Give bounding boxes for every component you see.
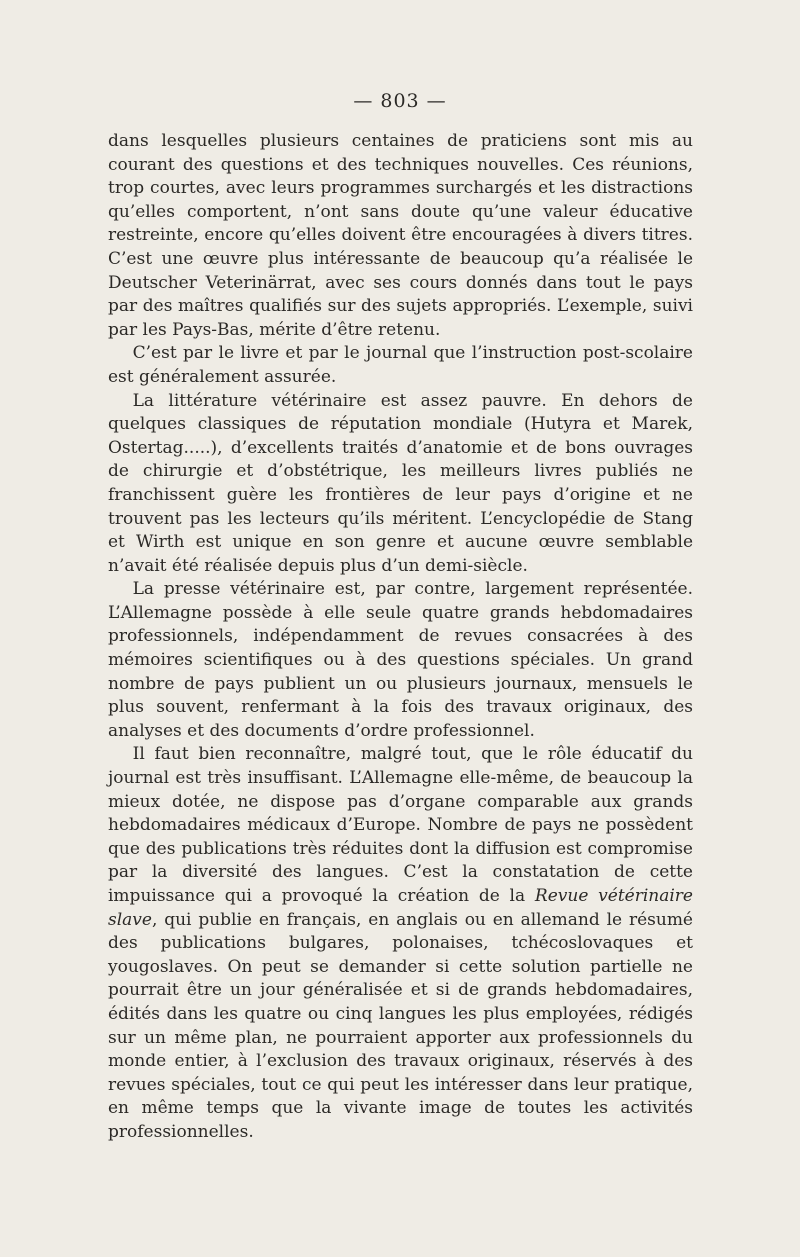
journal-title: Revue vétérinaire slave [108,886,693,930]
body-text [108,130,693,1145]
page-number: — 803 — [353,90,447,112]
paragraph-5-part-2: , qui publie en français, en anglais ou en allemand le résumé des publications bulgares, polonaises, tchécoslovaques et yougoslaves. On peut se demander si cette solution partielle ne pourrait être un jour généralisée et si de grands hebdomadaires, édités dans les quatre ou cinq langues les plus employées, rédigés sur un même plan, ne pourraient apporter aux professionnels du monde entier, à l’exclusion des travaux originaux, réservés à des revues spéciales, tout ce qui peut les intéresser dans leur pratique, en même temps que la vivante image de toutes les activités professionnelles. [108,909,693,1142]
paragraph-5 [108,743,693,1144]
paragraph-3: La littérature vétérinaire est assez pauvre. En dehors de quelques classiques de réputation mondiale (Hutyra et Marek, Ostertag.....), d’excellents traités d’anatomie et de bons ouvrages de chirurgie et d’obstétrique, les meilleurs livres publiés ne franchissent guère les frontières de leur pays d’origine et ne trouvent pas les lecteurs qu’ils méritent. L’encyclopédie de Stang et Wirth est unique en son genre et aucune œuvre semblable n’avait été réalisée depuis plus d’un demi-siècle. [108,390,693,576]
paragraph-5-part-1: Il faut bien reconnaître, malgré tout, que le rôle éducatif du journal est très insuffisant. L’Allemagne elle-même, de beaucoup la mieux dotée, ne dispose pas d’organe comparable aux grands hebdomadaires médicaux d’Europe. Nombre de pays ne possèdent que des publications très réduites dont la diffusion est compromise par la diversité des langues. C’est la constatation de cette impuissance qui a provoqué la création de la [108,744,693,906]
paragraph-2: C’est par le livre et par le journal que l’instruction post-scolaire est généralement assurée. [108,343,693,387]
paragraph-1: dans lesquelles plusieurs centaines de praticiens sont mis au courant des questions et des techniques nouvelles. Ces réunions, trop courtes, avec leurs programmes surchargés et les distractions qu’elles comportent, n’ont sans doute qu’une valeur éducative restreinte, encore qu’elles doivent être encouragées à divers titres. C’est une œuvre plus intéressante de beaucoup qu’a réalisée le Deutscher Veterinärrat, avec ses cours donnés dans tout le pays par des maîtres qualifiés sur des sujets appropriés. L’exemple, suivi par les Pays-Bas, mérite d’être retenu. [108,131,693,340]
paragraph-4: La presse vétérinaire est, par contre, largement représentée. L’Allemagne possède à elle seule quatre grands hebdomadaires professionnels, indépendamment de revues consacrées à des mémoires scientifiques ou à des questions spéciales. Un grand nombre de pays publient un ou plusieurs journaux, mensuels le plus souvent, renfermant à la fois des travaux originaux, des analyses et des documents d’ordre professionnel. [108,579,693,741]
